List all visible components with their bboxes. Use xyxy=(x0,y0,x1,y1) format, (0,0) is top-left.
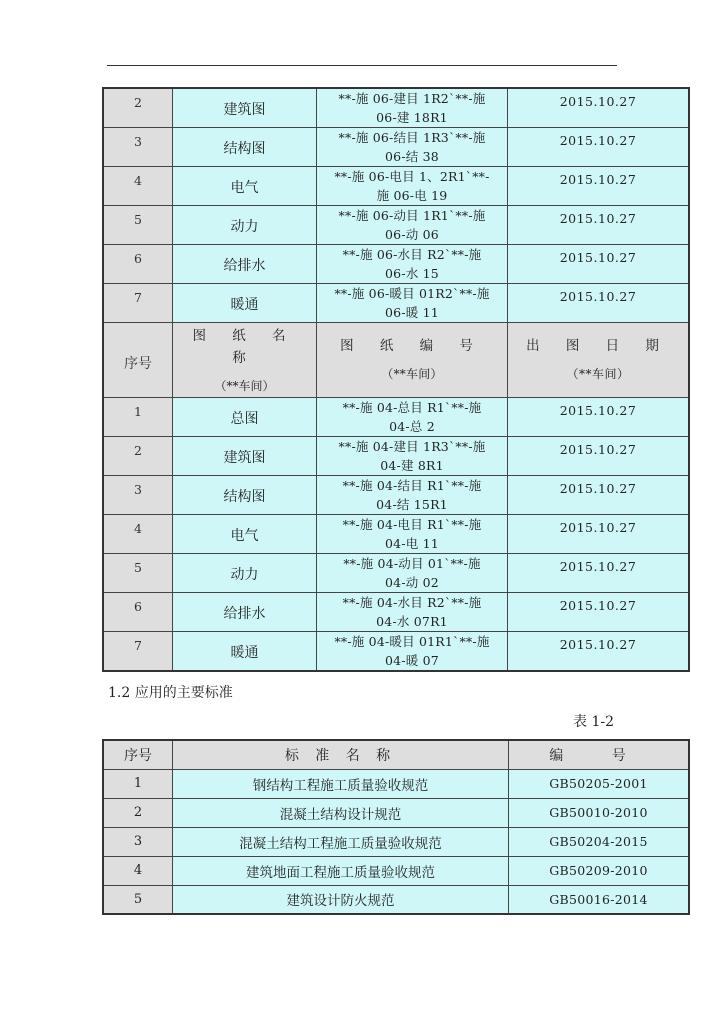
header-no: 序号 xyxy=(103,740,173,769)
drawing-code-line2: 04-总 2 xyxy=(389,419,435,434)
row-drawing-code xyxy=(317,632,508,672)
row-no: 2 xyxy=(103,798,173,827)
header-drawing-name xyxy=(173,323,317,398)
table-row xyxy=(103,515,689,554)
row-issue-date: 2015.10.27 xyxy=(508,437,690,476)
row-drawing-code xyxy=(317,515,508,554)
row-issue-date: 2015.10.27 xyxy=(508,515,690,554)
drawing-code-line2: 施 06-电 19 xyxy=(376,188,448,203)
drawing-code-line1: **-施 06-建目 1R2`**-施 xyxy=(338,91,486,106)
row-no: 7 xyxy=(103,284,173,323)
row-issue-date: 2015.10.27 xyxy=(508,398,690,437)
drawing-code-line2: 04-动 02 xyxy=(385,575,439,590)
row-standard-code: GB50010-2010 xyxy=(509,798,690,827)
row-no: 4 xyxy=(103,515,173,554)
row-no: 6 xyxy=(103,593,173,632)
row-category: 结构图 xyxy=(173,128,317,167)
standards-table xyxy=(102,739,690,915)
row-category: 动力 xyxy=(173,206,317,245)
row-category: 动力 xyxy=(173,554,317,593)
row-drawing-code xyxy=(317,245,508,284)
drawing-list-group-04 xyxy=(103,398,689,672)
drawing-code-line2: 04-建 8R1 xyxy=(380,458,444,473)
drawing-list-table xyxy=(102,87,690,672)
header-standard-name: 标 准 名 称 xyxy=(173,740,509,769)
row-standard-name: 建筑地面工程施工质量验收规范 xyxy=(173,856,509,885)
drawing-code-line1: **-施 06-结目 1R3`**-施 xyxy=(338,130,486,145)
row-issue-date: 2015.10.27 xyxy=(508,554,690,593)
row-no: 2 xyxy=(103,437,173,476)
table-row xyxy=(103,593,689,632)
row-no: 5 xyxy=(103,885,173,914)
row-category: 暖通 xyxy=(173,632,317,672)
row-category: 结构图 xyxy=(173,476,317,515)
table-caption: 表 1-2 xyxy=(573,714,614,730)
table-row xyxy=(103,856,689,885)
row-drawing-code xyxy=(317,476,508,515)
row-category: 电气 xyxy=(173,515,317,554)
row-issue-date: 2015.10.27 xyxy=(508,632,690,672)
table-row xyxy=(103,206,689,245)
row-category: 给排水 xyxy=(173,593,317,632)
row-no: 4 xyxy=(103,167,173,206)
drawing-code-line1: **-施 04-建目 1R3`**-施 xyxy=(338,439,486,454)
drawing-code-line1: **-施 04-结目 R1`**-施 xyxy=(342,478,482,493)
section-title: 1.2 应用的主要标准 xyxy=(108,685,233,701)
row-standard-name: 混凝土结构设计规范 xyxy=(173,798,509,827)
page-header-rule xyxy=(107,65,617,66)
table-row xyxy=(103,398,689,437)
table-row xyxy=(103,554,689,593)
row-standard-code: GB50209-2010 xyxy=(509,856,690,885)
header-drawing-name-label: 图 纸 名 称 xyxy=(192,328,297,366)
row-standard-code: GB50204-2015 xyxy=(509,827,690,856)
drawing-list-header xyxy=(103,323,689,398)
row-no: 7 xyxy=(103,632,173,672)
table-row xyxy=(103,827,689,856)
header-issue-date xyxy=(508,323,690,398)
drawing-code-line1: **-施 04-水目 R2`**-施 xyxy=(342,595,482,610)
row-drawing-code xyxy=(317,88,508,128)
row-category: 暖通 xyxy=(173,284,317,323)
table-header-row xyxy=(103,740,689,769)
drawing-code-line2: 06-结 38 xyxy=(385,149,439,164)
header-drawing-code xyxy=(317,323,508,398)
row-issue-date: 2015.10.27 xyxy=(508,167,690,206)
row-category: 给排水 xyxy=(173,245,317,284)
drawing-list-group-06 xyxy=(103,88,689,323)
drawing-code-line1: **-施 06-动目 1R1`**-施 xyxy=(338,208,486,223)
row-drawing-code xyxy=(317,128,508,167)
row-no: 1 xyxy=(103,769,173,798)
row-no: 5 xyxy=(103,554,173,593)
drawing-code-line2: 06-动 06 xyxy=(385,227,439,242)
header-drawing-code-sub: （**车间） xyxy=(381,367,443,381)
row-standard-name: 混凝土结构工程施工质量验收规范 xyxy=(173,827,509,856)
row-category: 总图 xyxy=(173,398,317,437)
drawing-code-line1: **-施 06-暖目 01R2`**-施 xyxy=(334,286,490,301)
row-no: 1 xyxy=(103,398,173,437)
drawing-code-line1: **-施 04-动目 01`**-施 xyxy=(343,556,481,571)
row-issue-date: 2015.10.27 xyxy=(508,88,690,128)
row-standard-name: 钢结构工程施工质量验收规范 xyxy=(173,769,509,798)
row-issue-date: 2015.10.27 xyxy=(508,206,690,245)
drawing-code-line1: **-施 04-电目 R1`**-施 xyxy=(342,517,482,532)
row-category: 电气 xyxy=(173,167,317,206)
drawing-code-line2: 06-建 18R1 xyxy=(376,110,448,125)
drawing-code-line1: **-施 06-电目 1、2R1`**- xyxy=(334,169,490,184)
drawing-code-line2: 04-结 15R1 xyxy=(376,497,448,512)
row-standard-code: GB50205-2001 xyxy=(509,769,690,798)
drawing-code-line2: 06-水 15 xyxy=(385,266,439,281)
header-standard-code: 编 号 xyxy=(509,740,690,769)
table-row xyxy=(103,632,689,672)
table-row xyxy=(103,88,689,128)
row-no: 6 xyxy=(103,245,173,284)
row-issue-date: 2015.10.27 xyxy=(508,245,690,284)
table-row xyxy=(103,245,689,284)
drawing-code-line2: 04-水 07R1 xyxy=(376,614,448,629)
row-category: 建筑图 xyxy=(173,88,317,128)
table-row xyxy=(103,798,689,827)
header-issue-date-label: 出 图 日 期 xyxy=(526,338,670,354)
row-issue-date: 2015.10.27 xyxy=(508,593,690,632)
table-row xyxy=(103,167,689,206)
drawing-code-line1: **-施 06-水目 R2`**-施 xyxy=(342,247,482,262)
header-issue-date-sub: （**车间） xyxy=(566,367,630,381)
row-issue-date: 2015.10.27 xyxy=(508,284,690,323)
row-no: 3 xyxy=(103,128,173,167)
header-no: 序号 xyxy=(103,323,173,398)
table-row xyxy=(103,769,689,798)
drawing-code-line2: 06-暖 11 xyxy=(385,305,439,320)
row-standard-name: 建筑设计防火规范 xyxy=(173,885,509,914)
table-header-row xyxy=(103,323,689,398)
row-drawing-code xyxy=(317,554,508,593)
drawing-code-line1: **-施 04-暖目 01R1`**-施 xyxy=(334,634,490,649)
row-no: 2 xyxy=(103,88,173,128)
header-drawing-code-label: 图 纸 编 号 xyxy=(340,338,484,354)
row-drawing-code xyxy=(317,284,508,323)
row-issue-date: 2015.10.27 xyxy=(508,476,690,515)
table-row xyxy=(103,885,689,914)
row-drawing-code xyxy=(317,398,508,437)
standards-table-body xyxy=(103,740,689,914)
row-no: 3 xyxy=(103,827,173,856)
header-drawing-name-sub: （**车间） xyxy=(214,379,275,393)
row-no: 5 xyxy=(103,206,173,245)
drawing-code-line2: 04-暖 07 xyxy=(385,653,439,668)
drawing-code-line1: **-施 04-总目 R1`**-施 xyxy=(342,400,482,415)
drawing-code-line2: 04-电 11 xyxy=(385,536,439,551)
row-standard-code: GB50016-2014 xyxy=(509,885,690,914)
row-category: 建筑图 xyxy=(173,437,317,476)
row-issue-date: 2015.10.27 xyxy=(508,128,690,167)
table-row xyxy=(103,476,689,515)
row-drawing-code xyxy=(317,167,508,206)
row-no: 4 xyxy=(103,856,173,885)
row-no: 3 xyxy=(103,476,173,515)
row-drawing-code xyxy=(317,437,508,476)
row-drawing-code xyxy=(317,593,508,632)
table-row xyxy=(103,437,689,476)
table-row xyxy=(103,284,689,323)
table-row xyxy=(103,128,689,167)
row-drawing-code xyxy=(317,206,508,245)
